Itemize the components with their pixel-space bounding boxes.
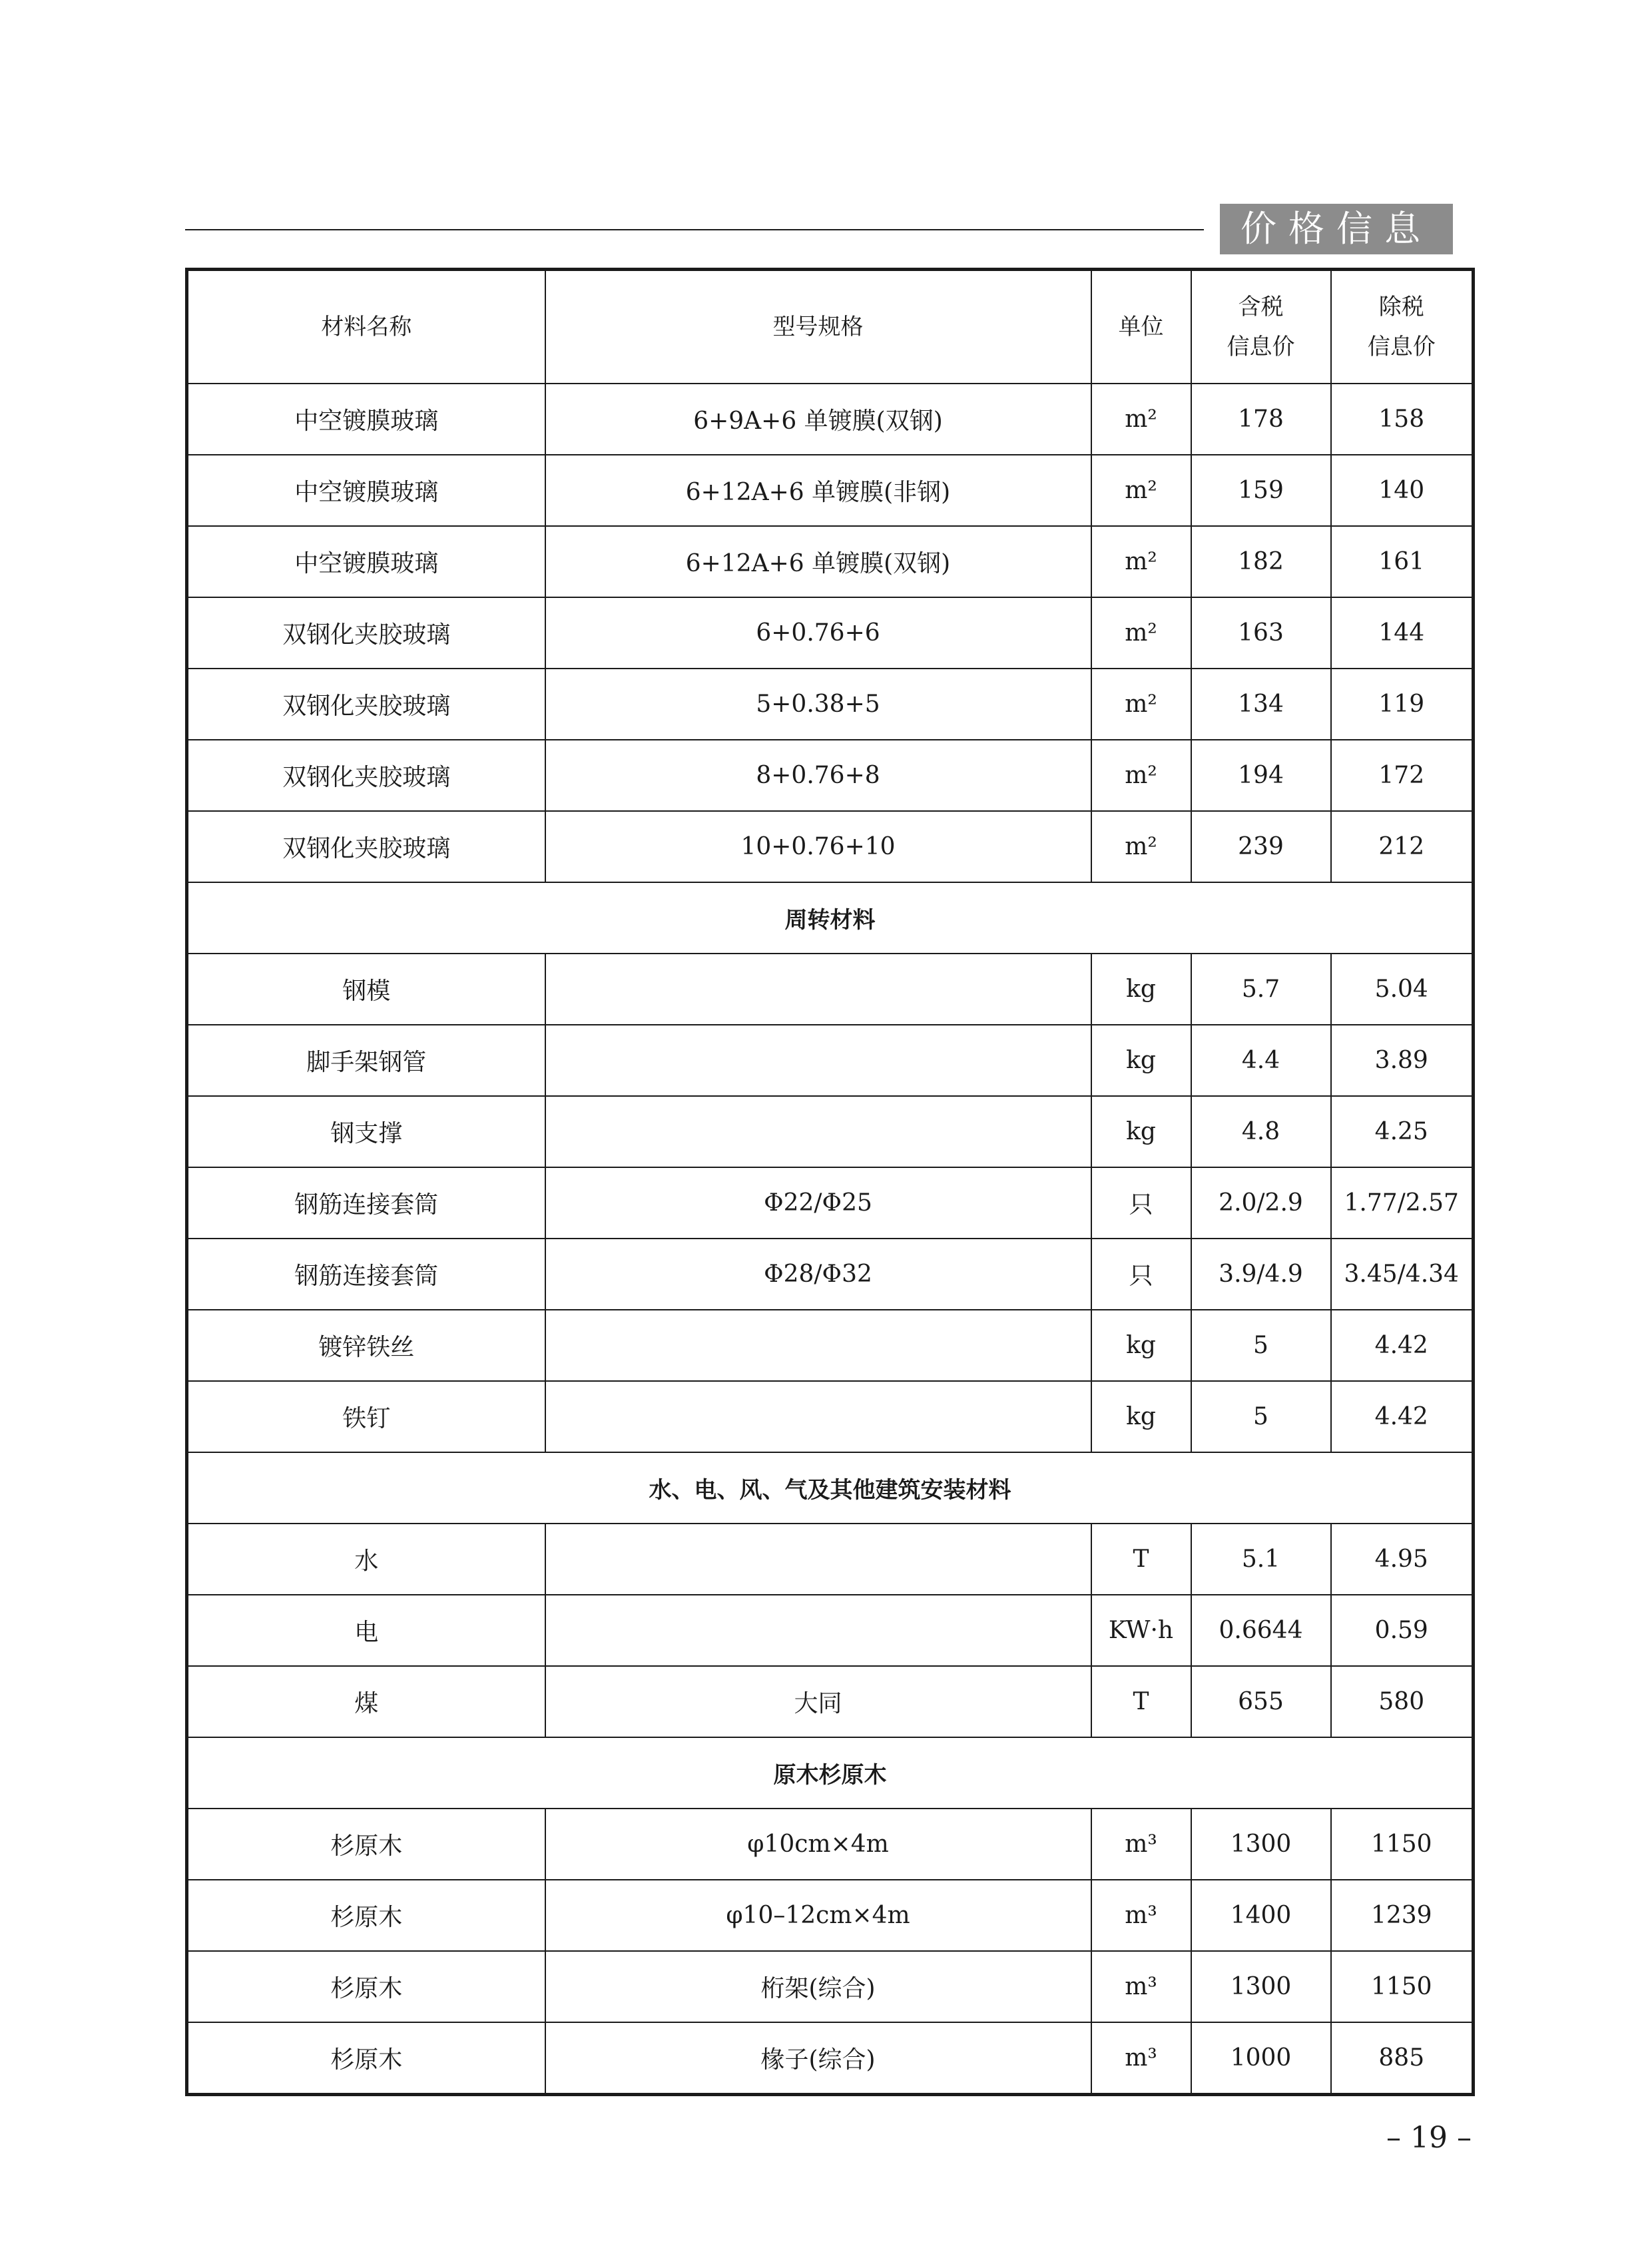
- tax-incl-price-cell: 5: [1191, 1310, 1331, 1381]
- spec-cell: Φ22/Φ25: [545, 1167, 1091, 1239]
- tax-excl-price-cell: 4.25: [1331, 1096, 1474, 1167]
- tax-incl-price-cell: 5.7: [1191, 954, 1331, 1025]
- material-name-cell: 煤: [187, 1666, 545, 1737]
- unit-cell: m²: [1091, 740, 1191, 811]
- unit-cell: kg: [1091, 1381, 1191, 1452]
- material-name-cell: 铁钉: [187, 1381, 545, 1452]
- table-row: [187, 954, 1474, 1025]
- material-name-cell: 钢筋连接套筒: [187, 1167, 545, 1239]
- tax-excl-price-cell: 140: [1331, 455, 1474, 526]
- unit-cell: KW·h: [1091, 1595, 1191, 1666]
- section-title-cell: 周转材料: [187, 882, 1474, 954]
- spec-cell: Φ28/Φ32: [545, 1239, 1091, 1310]
- material-name-cell: 杉原木: [187, 1809, 545, 1880]
- material-name-cell: 脚手架钢管: [187, 1025, 545, 1096]
- material-name-cell: 双钢化夹胶玻璃: [187, 669, 545, 740]
- tax-excl-price-cell: 3.89: [1331, 1025, 1474, 1096]
- table-row: [187, 811, 1474, 882]
- table-row: [187, 1595, 1474, 1666]
- table-row: [187, 597, 1474, 669]
- header-rule: [185, 229, 1204, 230]
- unit-cell: m²: [1091, 811, 1191, 882]
- tax-excl-price-cell: 161: [1331, 526, 1474, 597]
- column-header-tax-incl-line1: 含税: [1238, 294, 1284, 320]
- spec-cell: [545, 954, 1091, 1025]
- unit-cell: m³: [1091, 2022, 1191, 2095]
- unit-cell: m³: [1091, 1809, 1191, 1880]
- section-title: 价格信息: [1220, 204, 1453, 254]
- tax-incl-price-cell: 1300: [1191, 1809, 1331, 1880]
- column-header-tax-excl: [1331, 270, 1474, 384]
- column-header-tax-incl-line2: 信息价: [1227, 334, 1295, 360]
- section-title-cell: 原木杉原木: [187, 1737, 1474, 1809]
- table-row: [187, 455, 1474, 526]
- spec-cell: 桁架(综合): [545, 1951, 1091, 2022]
- material-name-cell: 钢模: [187, 954, 545, 1025]
- material-name-cell: 杉原木: [187, 1880, 545, 1951]
- tax-excl-price-cell: 4.95: [1331, 1524, 1474, 1595]
- tax-excl-price-cell: 158: [1331, 384, 1474, 455]
- table-row: [187, 526, 1474, 597]
- unit-cell: m²: [1091, 526, 1191, 597]
- tax-incl-price-cell: 4.8: [1191, 1096, 1331, 1167]
- table-row: [187, 669, 1474, 740]
- tax-incl-price-cell: 3.9/4.9: [1191, 1239, 1331, 1310]
- tax-excl-price-cell: 885: [1331, 2022, 1474, 2095]
- column-header-spec: 型号规格: [545, 270, 1091, 384]
- unit-cell: T: [1091, 1666, 1191, 1737]
- spec-cell: 大同: [545, 1666, 1091, 1737]
- column-header-tax-excl-line1: 除税: [1378, 294, 1424, 320]
- table-row: [187, 740, 1474, 811]
- table-row: [187, 1524, 1474, 1595]
- unit-cell: 只: [1091, 1239, 1191, 1310]
- tax-excl-price-cell: 580: [1331, 1666, 1474, 1737]
- table-row: [187, 1096, 1474, 1167]
- unit-cell: kg: [1091, 954, 1191, 1025]
- spec-cell: 6+0.76+6: [545, 597, 1091, 669]
- unit-cell: T: [1091, 1524, 1191, 1595]
- spec-cell: 10+0.76+10: [545, 811, 1091, 882]
- tax-incl-price-cell: 1000: [1191, 2022, 1331, 2095]
- table-row: [187, 1666, 1474, 1737]
- material-name-cell: 电: [187, 1595, 545, 1666]
- spec-cell: φ10–12cm×4m: [545, 1880, 1091, 1951]
- column-header-name: 材料名称: [187, 270, 545, 384]
- section-row: [187, 1452, 1474, 1524]
- tax-incl-price-cell: 2.0/2.9: [1191, 1167, 1331, 1239]
- tax-excl-price-cell: 172: [1331, 740, 1474, 811]
- spec-cell: 6+9A+6 单镀膜(双钢): [545, 384, 1091, 455]
- table-row: [187, 1167, 1474, 1239]
- material-name-cell: 杉原木: [187, 1951, 545, 2022]
- tax-incl-price-cell: 194: [1191, 740, 1331, 811]
- spec-cell: 5+0.38+5: [545, 669, 1091, 740]
- tax-excl-price-cell: 1239: [1331, 1880, 1474, 1951]
- table-body: [187, 384, 1474, 2095]
- tax-excl-price-cell: 3.45/4.34: [1331, 1239, 1474, 1310]
- spec-cell: [545, 1381, 1091, 1452]
- unit-cell: m³: [1091, 1951, 1191, 2022]
- column-header-unit: 单位: [1091, 270, 1191, 384]
- tax-excl-price-cell: 5.04: [1331, 954, 1474, 1025]
- page-number: – 19 –: [1386, 2121, 1472, 2155]
- material-name-cell: 中空镀膜玻璃: [187, 384, 545, 455]
- tax-incl-price-cell: 182: [1191, 526, 1331, 597]
- material-name-cell: 镀锌铁丝: [187, 1310, 545, 1381]
- table-row: [187, 1025, 1474, 1096]
- tax-excl-price-cell: 212: [1331, 811, 1474, 882]
- section-title-cell: 水、电、风、气及其他建筑安装材料: [187, 1452, 1474, 1524]
- tax-incl-price-cell: 5.1: [1191, 1524, 1331, 1595]
- spec-cell: 6+12A+6 单镀膜(非钢): [545, 455, 1091, 526]
- material-name-cell: 钢筋连接套筒: [187, 1239, 545, 1310]
- unit-cell: kg: [1091, 1025, 1191, 1096]
- material-name-cell: 钢支撑: [187, 1096, 545, 1167]
- material-name-cell: 中空镀膜玻璃: [187, 526, 545, 597]
- table-row: [187, 1809, 1474, 1880]
- unit-cell: m²: [1091, 597, 1191, 669]
- price-table: [185, 268, 1475, 2096]
- material-name-cell: 双钢化夹胶玻璃: [187, 597, 545, 669]
- material-name-cell: 双钢化夹胶玻璃: [187, 811, 545, 882]
- tax-excl-price-cell: 119: [1331, 669, 1474, 740]
- tax-excl-price-cell: 144: [1331, 597, 1474, 669]
- spec-cell: 6+12A+6 单镀膜(双钢): [545, 526, 1091, 597]
- unit-cell: m³: [1091, 1880, 1191, 1951]
- table-row: [187, 1951, 1474, 2022]
- column-header-tax-incl: [1191, 270, 1331, 384]
- tax-excl-price-cell: 1150: [1331, 1951, 1474, 2022]
- spec-cell: 8+0.76+8: [545, 740, 1091, 811]
- tax-incl-price-cell: 239: [1191, 811, 1331, 882]
- spec-cell: 椽子(综合): [545, 2022, 1091, 2095]
- table-row: [187, 1381, 1474, 1452]
- material-name-cell: 杉原木: [187, 2022, 545, 2095]
- spec-cell: φ10cm×4m: [545, 1809, 1091, 1880]
- material-name-cell: 水: [187, 1524, 545, 1595]
- section-row: [187, 1737, 1474, 1809]
- tax-excl-price-cell: 1.77/2.57: [1331, 1167, 1474, 1239]
- table-row: [187, 1880, 1474, 1951]
- unit-cell: kg: [1091, 1310, 1191, 1381]
- unit-cell: m²: [1091, 455, 1191, 526]
- table-row: [187, 1239, 1474, 1310]
- tax-incl-price-cell: 0.6644: [1191, 1595, 1331, 1666]
- spec-cell: [545, 1025, 1091, 1096]
- spec-cell: [545, 1524, 1091, 1595]
- column-header-tax-excl-line2: 信息价: [1367, 334, 1436, 360]
- tax-excl-price-cell: 1150: [1331, 1809, 1474, 1880]
- unit-cell: 只: [1091, 1167, 1191, 1239]
- table-header-row: [187, 270, 1474, 384]
- spec-cell: [545, 1310, 1091, 1381]
- tax-incl-price-cell: 159: [1191, 455, 1331, 526]
- unit-cell: m²: [1091, 669, 1191, 740]
- table-row: [187, 2022, 1474, 2095]
- unit-cell: m²: [1091, 384, 1191, 455]
- material-name-cell: 双钢化夹胶玻璃: [187, 740, 545, 811]
- tax-excl-price-cell: 4.42: [1331, 1310, 1474, 1381]
- spec-cell: [545, 1595, 1091, 1666]
- tax-incl-price-cell: 4.4: [1191, 1025, 1331, 1096]
- tax-incl-price-cell: 178: [1191, 384, 1331, 455]
- spec-cell: [545, 1096, 1091, 1167]
- tax-incl-price-cell: 1400: [1191, 1880, 1331, 1951]
- table-row: [187, 384, 1474, 455]
- unit-cell: kg: [1091, 1096, 1191, 1167]
- tax-incl-price-cell: 5: [1191, 1381, 1331, 1452]
- tax-excl-price-cell: 4.42: [1331, 1381, 1474, 1452]
- table-row: [187, 1310, 1474, 1381]
- tax-incl-price-cell: 655: [1191, 1666, 1331, 1737]
- tax-incl-price-cell: 163: [1191, 597, 1331, 669]
- material-name-cell: 中空镀膜玻璃: [187, 455, 545, 526]
- section-row: [187, 882, 1474, 954]
- tax-incl-price-cell: 134: [1191, 669, 1331, 740]
- tax-excl-price-cell: 0.59: [1331, 1595, 1474, 1666]
- tax-incl-price-cell: 1300: [1191, 1951, 1331, 2022]
